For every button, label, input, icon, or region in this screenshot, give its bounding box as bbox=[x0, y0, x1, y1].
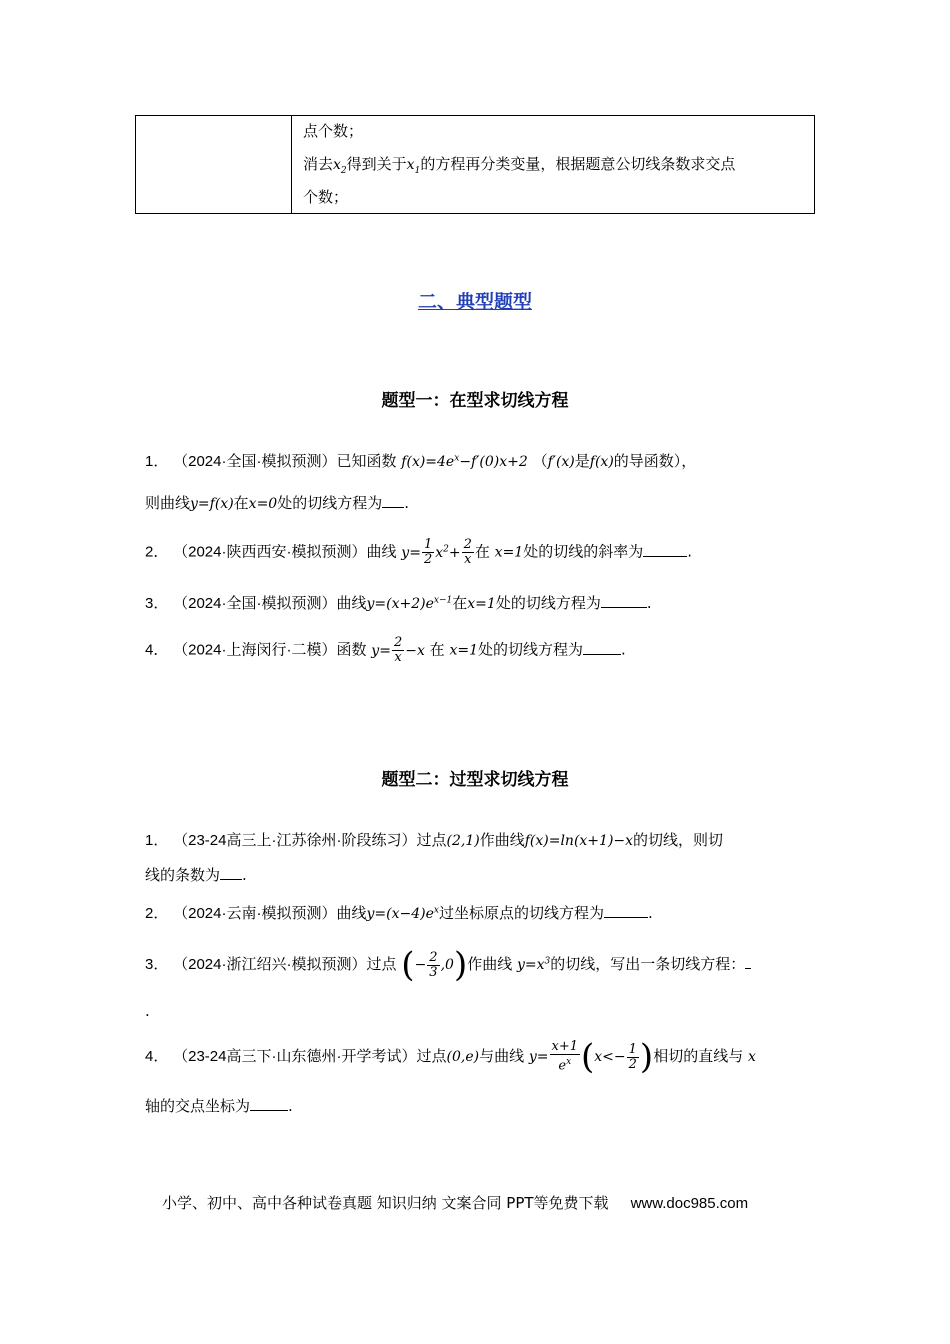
t2-q3 bbox=[145, 945, 751, 985]
question-text: 的切线，则切 bbox=[633, 831, 724, 849]
answer-blank[interactable] bbox=[382, 493, 404, 508]
table-fragment bbox=[135, 115, 815, 214]
answer-blank[interactable] bbox=[250, 1096, 288, 1111]
question-text: 则曲线 bbox=[145, 494, 191, 512]
question-number: 1． bbox=[145, 453, 169, 470]
question-number: 4． bbox=[145, 1048, 169, 1065]
period: . bbox=[646, 594, 652, 612]
footer-url[interactable]: www.doc985.com bbox=[630, 1195, 749, 1212]
question-number: 1． bbox=[145, 832, 169, 849]
t1-q2 bbox=[145, 538, 692, 567]
period: . bbox=[648, 904, 653, 922]
question-text: 过点 bbox=[366, 955, 397, 973]
question-text: 过点 bbox=[416, 1047, 447, 1065]
question-text: 曲线 bbox=[366, 542, 397, 561]
question-source: （2024·浙江绍兴·模拟预测） bbox=[173, 956, 367, 973]
question-text: 轴的交点坐标为 bbox=[145, 1097, 251, 1115]
math-expr: x=0 bbox=[248, 496, 278, 512]
question-text: 曲线 bbox=[336, 594, 367, 612]
answer-blank[interactable] bbox=[601, 593, 647, 608]
question-source: （2024·云南·模拟预测） bbox=[173, 905, 337, 922]
math-expr: f′(x) bbox=[547, 454, 575, 470]
t1-q4 bbox=[145, 636, 626, 665]
question-text: 是 bbox=[574, 452, 590, 470]
question-number: 2． bbox=[145, 905, 169, 922]
answer-blank[interactable] bbox=[220, 865, 242, 880]
question-text: 处的切线方程为 bbox=[495, 594, 601, 612]
question-text: 处的切线方程为 bbox=[277, 494, 383, 512]
math-expr: y= $\frac{1}{2}$ $x^2+$ $\frac{2}{x}$ bbox=[401, 537, 472, 567]
t2-q1-line2 bbox=[145, 864, 247, 885]
math-expr: $f(x)=4e^x-f'(0)x+2$ bbox=[401, 453, 528, 470]
math-expr: x=1 bbox=[449, 642, 478, 659]
period: . bbox=[242, 866, 247, 884]
question-text: 的导函数）， bbox=[613, 452, 697, 470]
math-var: $x_2$ bbox=[333, 157, 347, 176]
period: . bbox=[621, 640, 626, 659]
t2-q2 bbox=[145, 902, 653, 923]
table-text: 的方程再分类变量，根据题意公切线条数求交点 bbox=[420, 155, 736, 173]
type2-title: 题型二：过型求切线方程 bbox=[381, 770, 569, 790]
math-expr: y= $\frac{x+1}{e^x}$ (x<− $\frac{1}{2}$ ) bbox=[528, 1037, 654, 1077]
period: . bbox=[288, 1097, 293, 1115]
math-expr: x bbox=[747, 1049, 756, 1065]
period: . bbox=[687, 542, 693, 561]
question-number: 3． bbox=[145, 956, 169, 973]
question-source: （2024·陕西西安·模拟预测） bbox=[173, 543, 367, 561]
t2-q3-end: . bbox=[145, 1002, 150, 1020]
question-text: 在 bbox=[452, 594, 468, 612]
footer-text: 小学、初中、高中各种试卷真题 知识归纳 文案合同 PPT等免费下载 bbox=[162, 1194, 609, 1212]
question-source: （23-24高三上·江苏徐州·阶段练习） bbox=[173, 832, 417, 849]
answer-blank[interactable] bbox=[604, 903, 648, 918]
math-expr: x=1 bbox=[494, 544, 524, 561]
question-text: （ bbox=[532, 452, 548, 470]
math-expr: y=f(x) bbox=[190, 496, 234, 512]
question-text: 过坐标原点的切线方程为 bbox=[438, 904, 604, 922]
question-number: 2． bbox=[145, 543, 169, 561]
question-text: 相切的直线与 bbox=[653, 1047, 744, 1065]
answer-blank[interactable] bbox=[583, 640, 621, 655]
question-text: 函数 bbox=[336, 640, 367, 659]
question-text: 曲线 bbox=[336, 904, 367, 922]
question-text: 在 bbox=[233, 494, 249, 512]
table-text: 消去 bbox=[303, 155, 334, 173]
math-expr: (0,e) bbox=[446, 1049, 480, 1065]
math-expr: $y=(x-4)e^x$ bbox=[366, 905, 439, 922]
t1-q1-line1 bbox=[145, 450, 696, 471]
question-number: 3． bbox=[145, 595, 169, 612]
section-title: 二、典型题型 bbox=[417, 291, 532, 313]
page-footer bbox=[162, 1192, 748, 1213]
math-expr: $y=(x+2)e^{x-1}$ bbox=[366, 595, 453, 612]
table-line-3: 个数； bbox=[303, 188, 349, 206]
question-text: 线的条数为 bbox=[145, 866, 221, 884]
t2-q4-line2 bbox=[145, 1095, 293, 1116]
math-expr: (2,1) bbox=[446, 833, 480, 849]
math-expr: y= $\frac{2}{x}$ −x bbox=[371, 635, 425, 665]
question-text: 作曲线 bbox=[479, 831, 525, 849]
t2-q4-line1 bbox=[145, 1037, 756, 1077]
t1-q1-line2 bbox=[145, 492, 409, 513]
math-var: $x_1$ bbox=[406, 157, 421, 176]
t2-q1-line1 bbox=[145, 829, 723, 850]
math-expr: (− $\frac{2}{3}$ ,0) bbox=[401, 945, 468, 985]
t1-q3 bbox=[145, 592, 652, 613]
math-expr: $y=x^3$ bbox=[517, 956, 551, 973]
math-expr: f(x) bbox=[589, 454, 614, 470]
question-source: （2024·全国·模拟预测） bbox=[173, 453, 337, 470]
question-text: 已知函数 bbox=[336, 452, 397, 470]
table-line-2 bbox=[303, 153, 735, 176]
period: . bbox=[404, 494, 410, 512]
math-expr: x=1 bbox=[467, 596, 496, 612]
question-text: 的切线，写出一条切线方程： bbox=[550, 955, 746, 973]
table-divider bbox=[291, 116, 292, 213]
question-number: 4． bbox=[145, 641, 169, 659]
answer-blank[interactable] bbox=[745, 954, 751, 969]
table-line-1: 点个数； bbox=[303, 122, 364, 140]
question-source: （23-24高三下·山东德州·开学考试） bbox=[173, 1048, 417, 1065]
answer-blank[interactable] bbox=[643, 542, 687, 557]
question-source: （2024·上海闵行·二模） bbox=[173, 641, 337, 659]
question-text: 过点 bbox=[416, 831, 447, 849]
question-source: （2024·全国·模拟预测） bbox=[173, 595, 337, 612]
question-text: 作曲线 bbox=[467, 955, 513, 973]
question-text: 在 bbox=[429, 640, 445, 659]
type1-title: 题型一：在型求切线方程 bbox=[381, 391, 569, 411]
question-text: 在 bbox=[474, 542, 490, 561]
question-text: 与曲线 bbox=[479, 1047, 525, 1065]
math-expr: f(x)=ln(x+1)−x bbox=[524, 833, 634, 849]
table-text: 得到关于 bbox=[346, 155, 407, 173]
question-text: 处的切线方程为 bbox=[477, 640, 583, 659]
question-text: 处的切线的斜率为 bbox=[523, 542, 644, 561]
